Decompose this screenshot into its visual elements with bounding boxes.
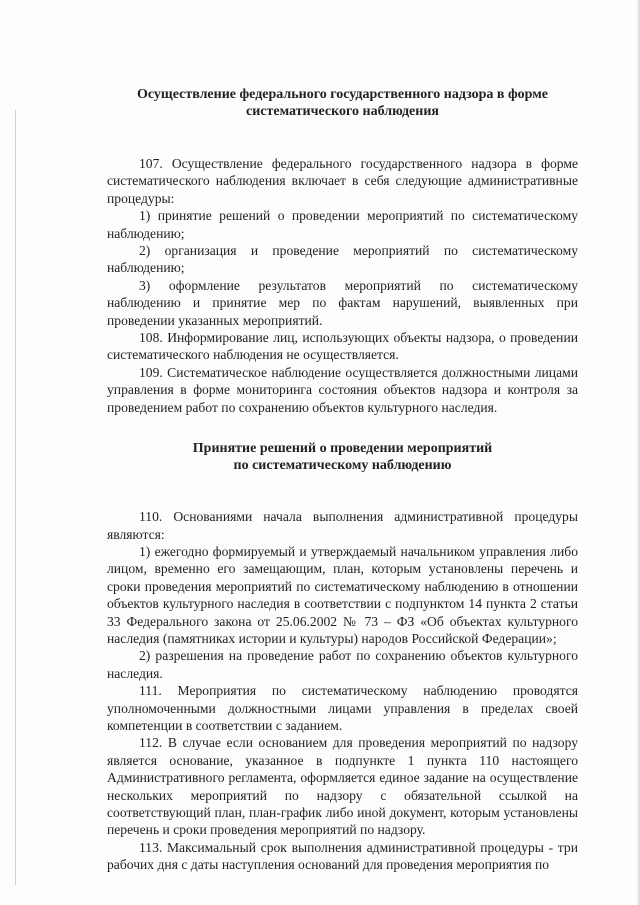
paragraph-109: 109. Систематическое наблюдение осуществляется должностными лицами управления в форме мониторинга состояния объектов надзора и контроля за проведением работ по сохранению объектов культурного наследия.: [107, 364, 578, 415]
margin-line: [15, 110, 16, 885]
section-heading: [107, 440, 578, 474]
paragraph-111: 111. Мероприятия по систематическому наблюдению проводятся уполномоченными должностными лицами управления в пределах своей компетенции в соответствии с заданием.: [107, 683, 578, 733]
list-item: 1) ежегодно формируемый и утверждаемый начальником управления либо лицом, временно его замещающим, план, которым установлены перечень и сроки проведения мероприятий по систематическому наблюдению в отношении объектов культурного наследия в соответствии с подпунктом 14 пункта 2 статьи 33 Федерального закона от 25.06.2002 № 73 – ФЗ «Об объектах культурного наследия (памятниках истории и культуры) народов Российской Федерации»;: [107, 543, 578, 646]
heading-line: по систематическому наблюдению: [233, 458, 452, 474]
heading-line: Осуществление федерального государственного надзора в форме: [136, 87, 548, 102]
document-body: [107, 70, 578, 874]
list-item: 2) организация и проведение мероприятий по систематическому наблюдению;: [107, 243, 578, 276]
heading-line: систематического наблюдения: [246, 104, 439, 119]
paragraph-107: 107. Осуществление федерального государственного надзора в форме систематического наблюдения включает в себя следующие административные процедуры:: [107, 156, 578, 206]
paragraph-108: 108. Информирование лиц, использующих объекты надзора, о проведении систематического наблюдения не осуществляется.: [107, 330, 578, 363]
section-heading: [107, 86, 578, 120]
list-item: 2) разрешения на проведение работ по сохранению объектов культурного наследия.: [107, 648, 578, 681]
paragraph-112: 112. В случае если основанием для проведения мероприятий по надзору является основание, указанное в подпункте 1 пункта 110 настоящего Административного регламента, оформляется единое задание на осуществление нескольких мероприятий по надзору с обязательной ссылкой на соответствующий план, план-график либо иной документ, которым установлены перечень и сроки проведения мероприятий по надзору.: [107, 735, 578, 838]
paragraph-113: 113. Максимальный срок выполнения административной процедуры - три рабочих дня с даты наступления оснований для проведения мероприятия по: [107, 839, 578, 873]
list-item: 3) оформление результатов мероприятий по систематическому наблюдению и принятие мер по фактам нарушений, выявленных при проведении указанных мероприятий.: [107, 277, 578, 328]
paragraph-110: 110. Основаниями начала выполнения административной процедуры являются:: [107, 509, 578, 542]
heading-line: Принятие решений о проведении мероприятий: [192, 441, 493, 457]
list-item: 1) принятие решений о проведении мероприятий по систематическому наблюдению;: [107, 208, 578, 241]
